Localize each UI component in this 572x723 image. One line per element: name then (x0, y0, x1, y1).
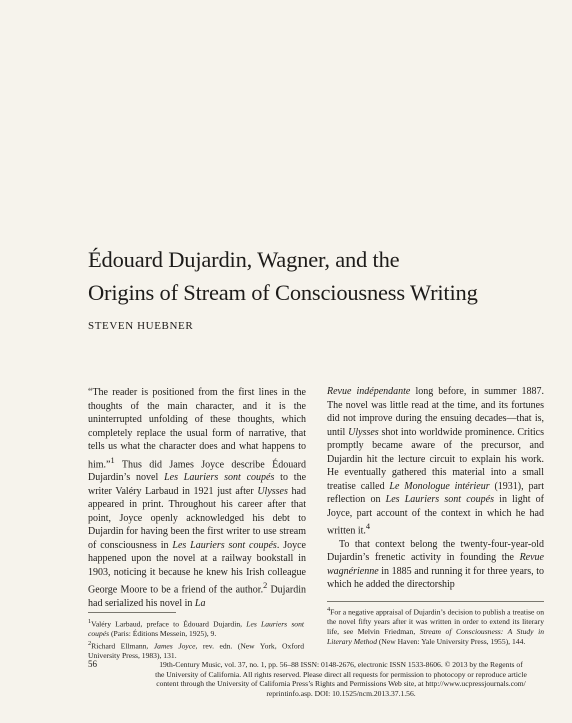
body-paragraph (327, 385, 544, 538)
article-title (88, 243, 528, 309)
italic-title: Les Lauriers sont coupés (172, 539, 277, 551)
italic-title: Revue indépendante (327, 386, 411, 397)
body-text: . Joyce happened upon the novel at a railway bookstall in 1903, noticing it because he knew his Irish colleague George Moore to be a friend of the author. (88, 539, 306, 596)
footnote-1: $^1$Valéry Larbaud, preface to Édouard Dujardin, Les Lauriers sont coupés (Paris: Éditions Messein, 1925), 9. (88, 618, 304, 639)
footnotes-left (88, 617, 304, 661)
body-text: Thus did James Joyce describe Édouard Dujardin’s novel (88, 458, 306, 484)
footnote-text: (New Haven: Yale University Press, 1955), 144. (377, 636, 526, 646)
footnote-4: $^4$For a negative appraisal of Dujardin’s decision to publish a treatise on the novel fifty years after it was written in order to extend its literary life, see Melvin Friedman, Stream of Consciousness: A Study in Literary Method (New Haven: Yale University Press, 1955), 144. (327, 606, 544, 646)
body-text: (1931), part reflection on (327, 480, 544, 505)
italic-title: Ulysses (348, 426, 379, 438)
body-text: had appeared in print. Throughout his career after that point, Joyce openly acknowledged his debt to Dujardin for having been the first writer to use stream of consciousness in (88, 485, 306, 551)
body-text: in 1885 and running it for three years, to which he added the directorship (327, 565, 544, 591)
body-text: Dujardin had serialized his novel in (88, 584, 307, 610)
italic-title: Revue wagnérienne (327, 552, 544, 577)
body-text: To that context belong the twenty-four-year-old Dujardin’s frenetic activity in founding the (327, 538, 544, 564)
footnote-marker: 2 (263, 581, 268, 591)
left-column (88, 386, 306, 611)
citation-line: content through the University of California Press’s Rights and Permissions Web site, at http://www.ucpressjournals.com/ (156, 679, 526, 689)
body-paragraph (327, 538, 544, 592)
footnote-italic: Stream of Consciousness: A Study in Literary Method (327, 627, 544, 646)
title-line-1: Édouard Dujardin, Wagner, and the (88, 247, 400, 272)
right-column (327, 385, 544, 592)
footnote-rule-right (327, 601, 544, 602)
page-number: 56 (88, 659, 97, 669)
footnote-text: Richard Ellmann, (91, 641, 154, 651)
footnote-italic: Les Lauriers sont coupés (88, 619, 304, 639)
citation-line: the University of California. All rights reserved. Please direct all requests for permission to photocopy or reproduce article (155, 669, 527, 679)
italic-title: La (194, 598, 206, 610)
body-text: shot into worldwide prominence. Critics promptly became aware of the precursor, and Dujardin hit the lecture circuit to explain his work. He eventually gathered this material into a small treatise called (327, 426, 544, 492)
citation-line: reprintinfo.asp. DOI: 10.1525/ncm.2013.37.1.56. (266, 688, 416, 698)
italic-title: Le Monologue intérieur (389, 480, 490, 492)
footnote-text: (Paris: Éditions Messein, 1925), 9. (109, 629, 217, 639)
title-line-2: Origins of Stream of Consciousness Writing (88, 280, 478, 305)
author-name: STEVEN HUEBNER (88, 320, 194, 332)
footnote-text: Valéry Larbaud, preface to Édouard Dujardin, (91, 619, 247, 629)
italic-title: Ulysses (257, 485, 288, 497)
quote-text: “The reader is positioned from the first lines in the thoughts of the main character, and it is the uninterrupted unfolding of these thoughts, which completely replace the usual form of narrative, that tells us what the character does and what happens to him.” (88, 387, 306, 470)
footnotes-right (327, 605, 544, 647)
citation-block (138, 660, 544, 698)
italic-title: Les Lauriers sont coupés (385, 494, 494, 505)
footnote-text: For a negative appraisal of Dujardin’s decision to publish a treatise on the novel fifty years after it was written in order to extend its literary life, see Melvin Friedman, (327, 607, 544, 637)
body-paragraph (88, 386, 306, 611)
footnote-marker: 1 (110, 455, 115, 465)
footnote-text: , rev. edn. (New York, Oxford University Press, 1983), 131. (88, 641, 304, 661)
footnote-italic: James Joyce (153, 641, 196, 651)
body-text: long before, in summer 1887. The novel was little read at the time, and its fortunes did not improve during the ensuing decades—that is, until (327, 386, 545, 438)
footnote-rule-left (88, 612, 176, 613)
italic-title: Les Lauriers sont coupés (164, 472, 275, 484)
body-text: to the writer Valéry Larbaud in 1921 just after (88, 472, 307, 497)
citation-line: 19th-Century Music, vol. 37, no. 1, pp. 56–88 ISSN: 0148-2676, electronic ISSN 1533-8606. © 2013 by the Regents of (159, 660, 523, 669)
footnote-marker: 4 (365, 522, 371, 531)
body-text: in light of Joyce, part account of the context in which he had written it. (327, 494, 544, 537)
footnote-2: $^2$Richard Ellmann, James Joyce, rev. edn. (New York, Oxford University Press, 1983), 131. (88, 640, 304, 661)
